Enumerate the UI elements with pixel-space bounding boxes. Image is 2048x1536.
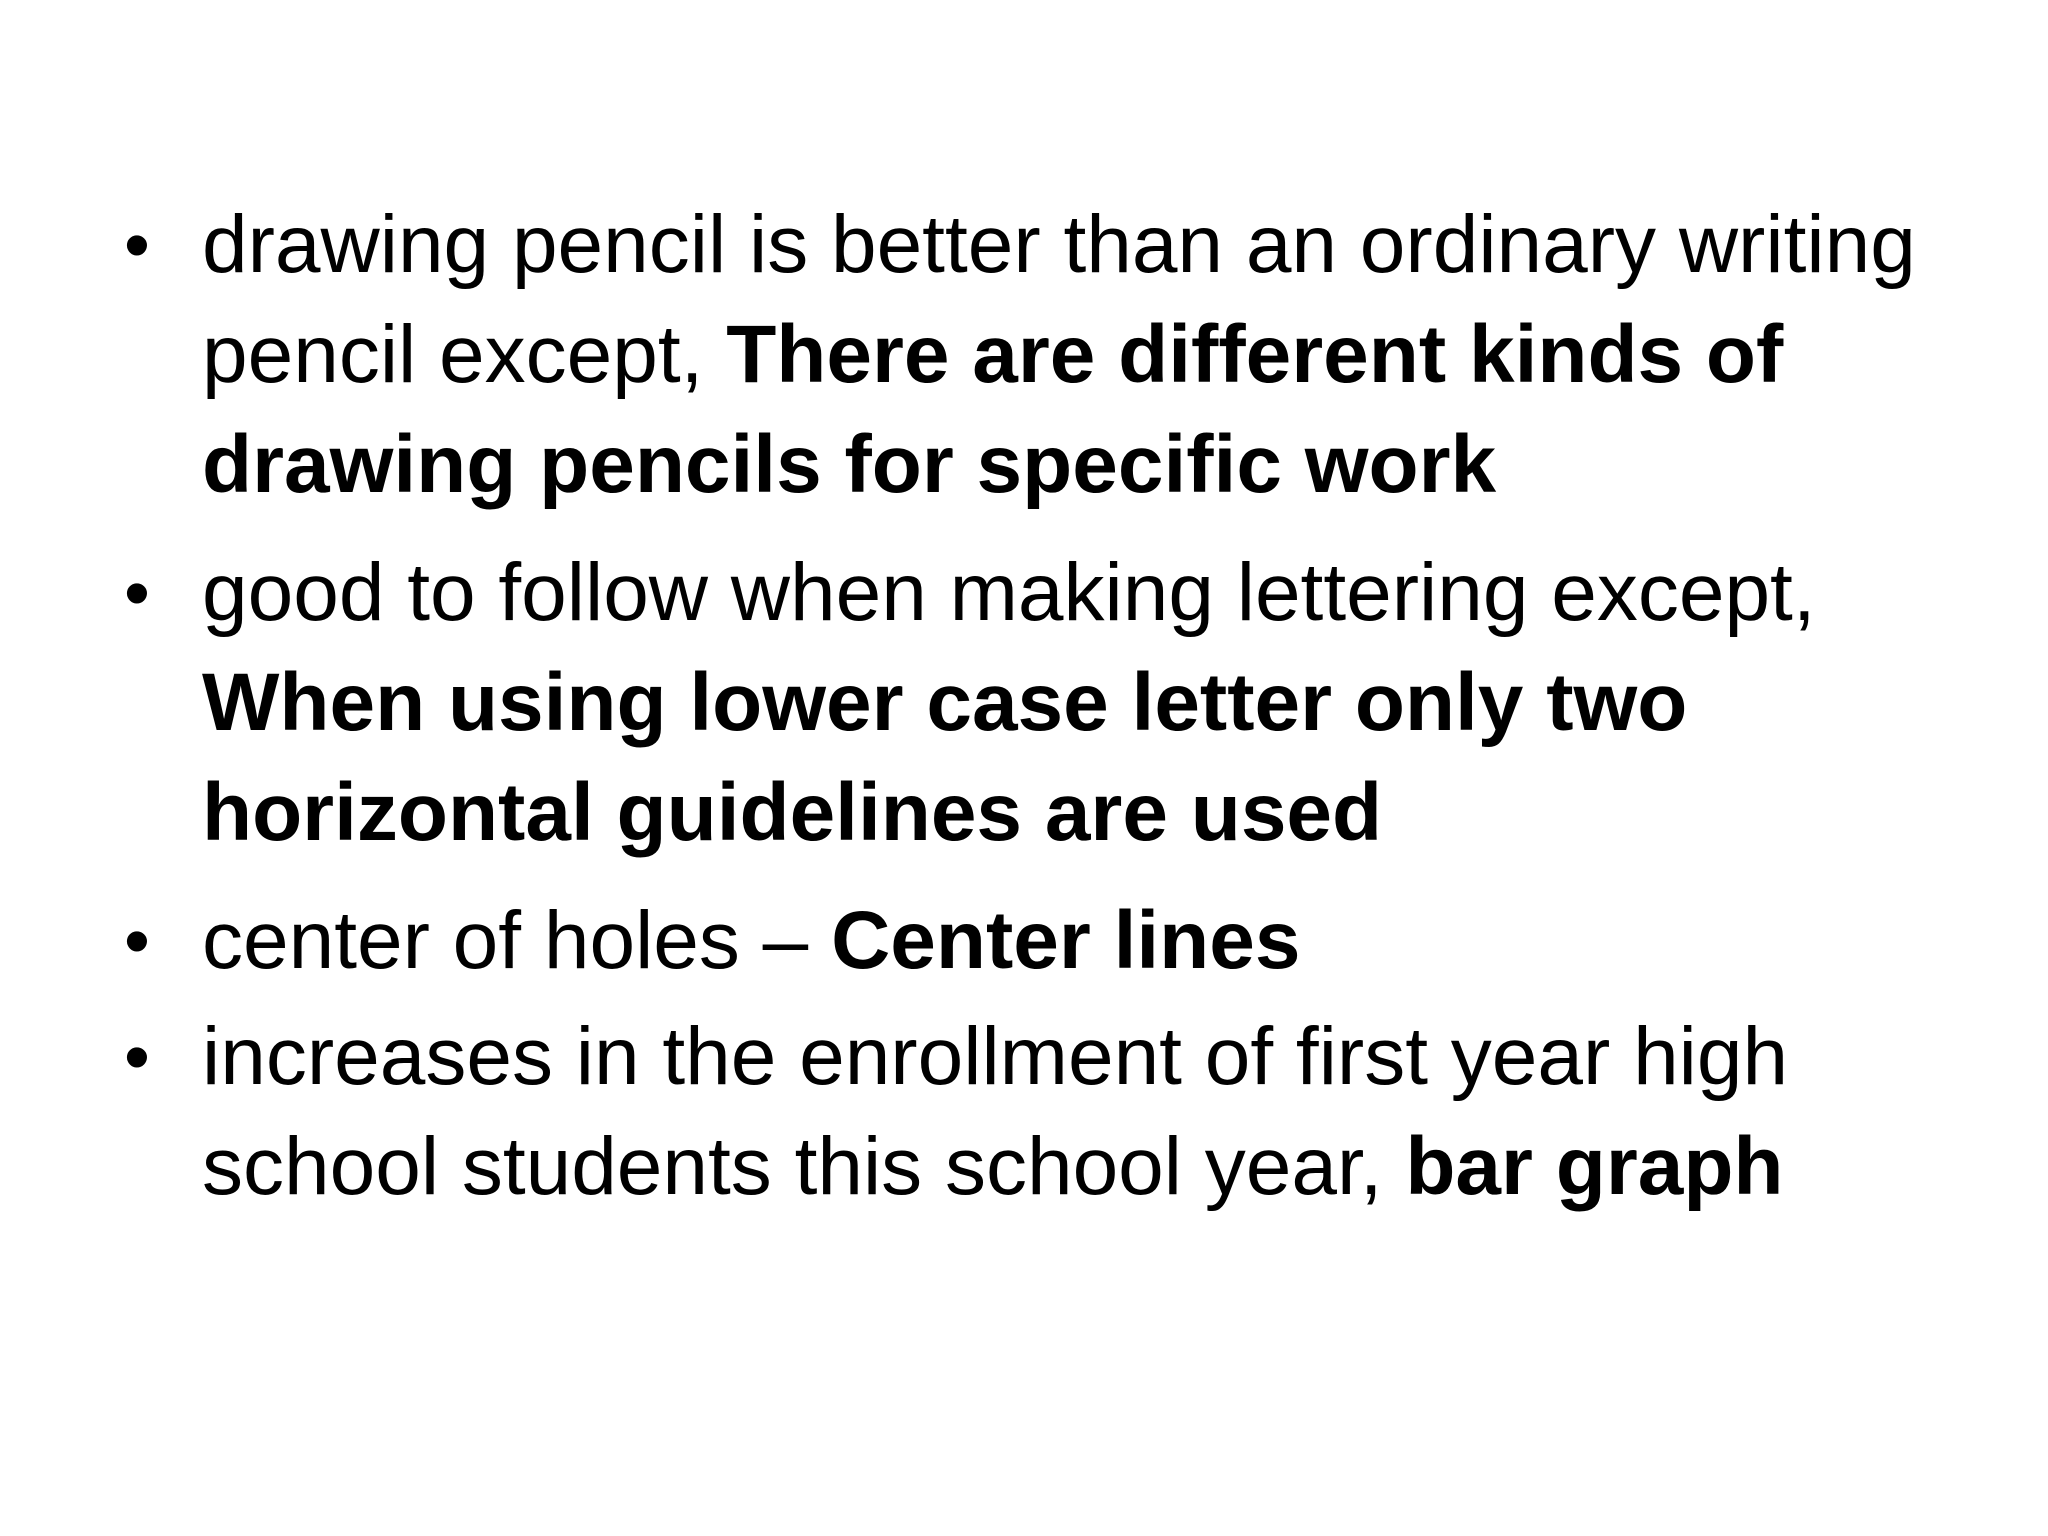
bullet-item [124, 538, 1944, 868]
bullet-list [124, 190, 1944, 1240]
bullet-text: center of holes – [202, 895, 832, 986]
bullet-item [124, 1002, 1944, 1222]
bullet-answer: There are different kinds of drawing pencils for specific work [202, 309, 1784, 510]
bullet-text: drawing pencil is better than an ordinary writing pencil except, [202, 199, 1916, 400]
bullet-marker: • [124, 899, 150, 982]
bullet-text: increases in the enrollment of first year high school students this school year, [202, 1011, 1789, 1212]
bullet-answer: Center lines [831, 895, 1301, 986]
bullet-marker: • [124, 203, 150, 286]
bullet-text: good to follow when making lettering except, [202, 547, 1816, 638]
bullet-marker: • [124, 1015, 150, 1098]
bullet-item [124, 886, 1944, 996]
bullet-marker: • [124, 551, 150, 634]
bullet-answer: bar graph [1405, 1121, 1784, 1212]
bullet-answer: When using lower case letter only two horizontal guidelines are used [202, 657, 1688, 858]
bullet-item [124, 190, 1944, 520]
